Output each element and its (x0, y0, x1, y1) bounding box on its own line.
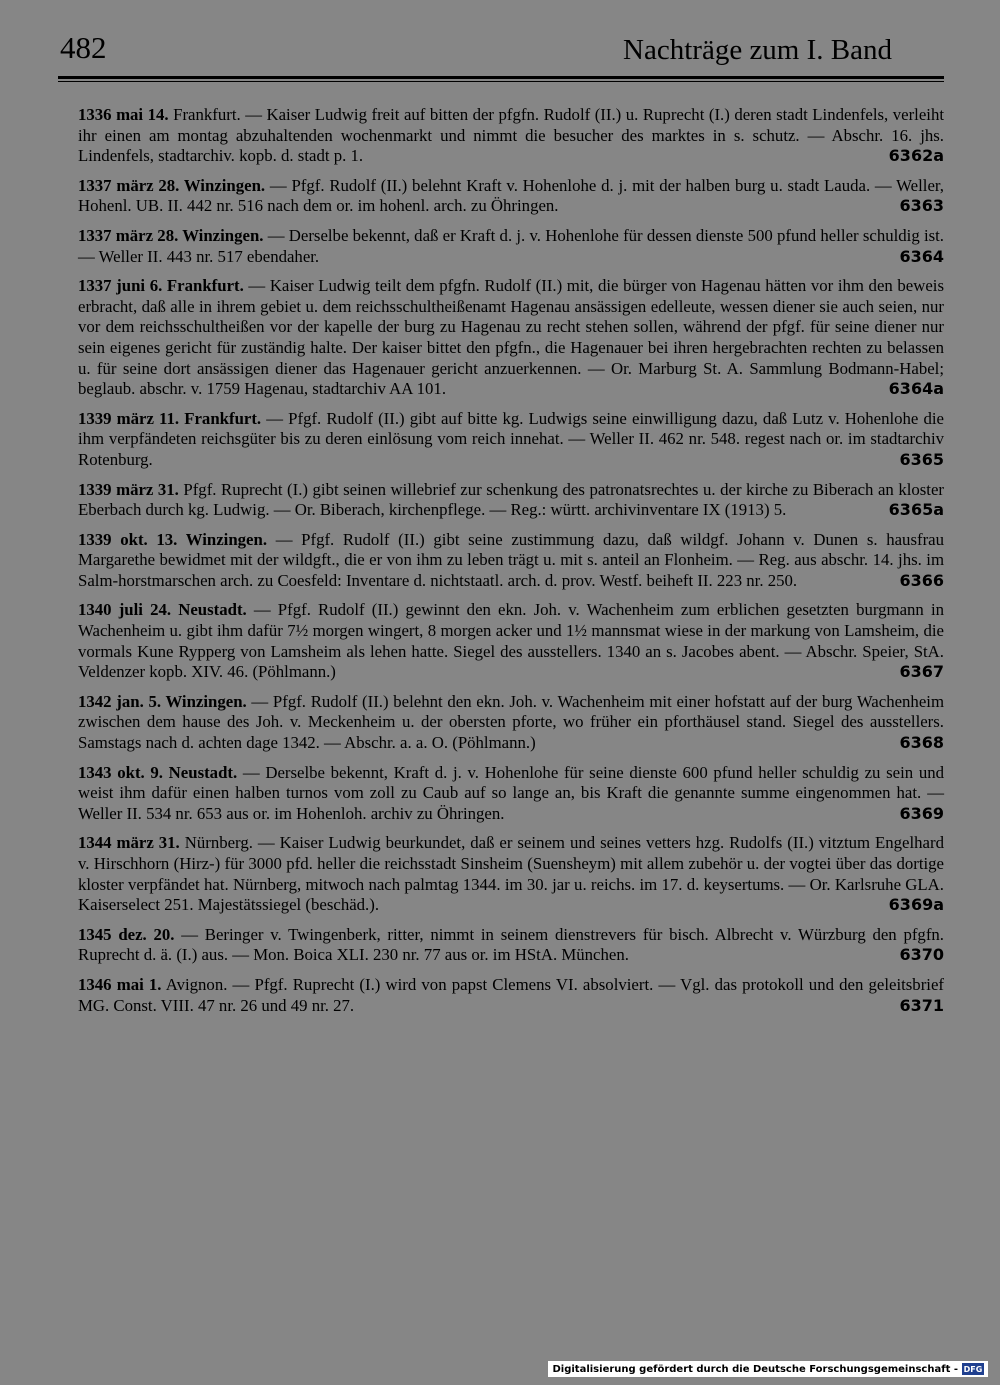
regest-entry (78, 276, 944, 400)
footer-text: Digitalisierung gefördert durch die Deutsche Forschungsgemeinschaft - (552, 1363, 958, 1375)
regest-number: 6369 (899, 803, 944, 823)
regest-text: — Derselbe bekennt, Kraft d. j. v. Hohenlohe für seine dienste 600 pfund heller schuldig zu sein und weist ihm dafür einen halben turnos vom zoll zu Caub auf so lange an, bis Kraft die genannte summe eingenommen hat. — Weller II. 534 nr. 653 aus or. im Hohenloh. archiv zu Öhringen. (78, 762, 944, 823)
regest-text: — Beringer v. Twingenberk, ritter, nimmt in seinem dienstrevers für bisch. Albrecht v. Würzburg den pfgfn. Ruprecht d. ä. (I.) aus. — Mon. Boica XLI. 230 nr. 77 aus or. im HStA. München. (78, 924, 944, 965)
regest-number: 6368 (899, 733, 944, 753)
regest-entry (78, 409, 944, 471)
regest-date: 1344 märz 31. (78, 833, 180, 853)
regest-date: 1339 märz 11. Frankfurt. (78, 408, 262, 428)
regest-date: 1343 okt. 9. Neustadt. (78, 762, 238, 782)
regest-entry (78, 925, 944, 966)
regest-number: 6367 (899, 662, 944, 682)
regest-text: — Kaiser Ludwig teilt dem pfgfn. Rudolf (II.) mit, die bürger von Hagenau hätten vor ihm den beweis erbracht, daß alle in ihrem gebiet u. dem reichsschultheißenamt Hagenau ansässigen edelleute, wessen diener sie auch seien, nur vor dem reichsschultheißen vor der kapelle der burg zu Hagenau zu recht stehen sollen, während der pfgf. für seine diener nur sein eigenes gericht für zuständig halte. Der kaiser bittet den pfgfn., die Hagenauer bei ihren hergebrachten rechten zu belassen u. für seine dort ansässigen diener das Hagenauer gericht anzuerkennen. — Or. Marburg St. A. Sammlung Bodmann-Habel; beglaub. abschr. v. 1759 Hagenau, stadtarchiv AA 101. (78, 276, 944, 399)
page-number: 482 (60, 30, 107, 65)
regest-number: 6362a (888, 146, 944, 166)
page-title: Nachträge zum I. Band (623, 34, 892, 66)
page-header (58, 22, 944, 80)
regest-text: — Pfgf. Rudolf (II.) gewinnt den ekn. Joh. v. Wachenheim zum erblichen gesetzten burgmann in Wachenheim u. gibt ihm dafür 7½ morgen wingert, 8 morgen acker und 1½ mannsmat wiese in der markung von Lamsheim, die vormals Kune Rypperg von Lamsheim als lehen hatte. Siegel des ausstellers. 1340 an s. Jacobes abent. — Abschr. Speier, StA. Veldenzer kopb. XIV. 46. (Pöhlmann.) (78, 600, 944, 682)
regest-text: — Derselbe bekennt, daß er Kraft d. j. v. Hohenlohe für dessen dienste 500 pfund heller schuldig ist. — Weller II. 443 nr. 517 ebendaher. (78, 225, 944, 266)
regest-date: 1339 märz 31. (78, 479, 179, 499)
regest-number: 6363 (899, 196, 944, 216)
regest-date: 1337 juni 6. Frankfurt. (78, 276, 244, 296)
dfg-logo-icon: DFG (963, 1364, 983, 1374)
regest-entry (78, 176, 944, 217)
regest-date: 1345 dez. 20. (78, 924, 175, 944)
regest-entry (78, 226, 944, 267)
regest-number: 6366 (899, 570, 944, 590)
header-rule-thick (58, 76, 944, 79)
regest-text: Pfgf. Ruprecht (I.) gibt seinen willebrief zur schenkung des patronatsrechtes u. der kirche zu Biberach an kloster Eberbach durch kg. Ludwig. — Or. Biberach, kirchenpflege. — Reg.: württ. archivinventare IX (1913) 5. (78, 479, 944, 520)
regest-number: 6364a (888, 379, 944, 399)
regest-text: — Pfgf. Rudolf (II.) gibt auf bitte kg. Ludwigs seine einwilligung dazu, daß Lutz v. Hohenlohe die ihm verpfändeten reichsgüter bis zu deren einlösung vom reich innehat. — Weller II. 462 nr. 548. regest nach or. im stadtarchiv Rotenburg. (78, 408, 944, 469)
regest-entry (78, 530, 944, 592)
regest-place: Frankfurt. (173, 105, 241, 124)
regest-date: 1346 mai 1. (78, 974, 162, 994)
regest-text: — Pfgf. Rudolf (II.) gibt seine zustimmung dazu, daß wildgf. Johann v. Dunen s. hausfrau Margarethe bewidmet mit der wildgft., die er von ihm zu leben trägt u. mit s. anteil an Flonheim. — Reg. aus abschr. 14. jhs. im Salm-horstmarschen arch. zu Coesfeld: Inventare d. nichtstaatl. arch. d. prov. Westf. beiheft II. 223 nr. 250. (78, 529, 944, 590)
regest-text: — Pfgf. Rudolf (II.) belehnt Kraft v. Hohenlohe d. j. mit der halben burg u. stadt Lauda. — Weller, Hohenl. UB. II. 442 nr. 516 nach dem or. im hohenl. arch. zu Öhringen. (78, 175, 944, 216)
regest-number: 6365 (899, 449, 944, 469)
regest-text: — Pfgf. Rudolf (II.) belehnt den ekn. Joh. v. Wachenheim mit einer hofstatt auf der burg Wachenheim zwischen dem hause des Joh. v. Meckenheim u. der obersten pforte, wo früher ein pforthäusel stand. Siegel des ausstellers. Samstags nach d. achten dage 1342. — Abschr. a. a. O. (Pöhlmann.) (78, 691, 944, 753)
regest-number: 6371 (899, 995, 944, 1015)
regest-place: Avignon. (165, 974, 228, 994)
regest-entry (78, 975, 944, 1016)
regesta-list (78, 105, 944, 1025)
regest-entry (78, 763, 944, 825)
regest-date: 1336 mai 14. (78, 105, 169, 124)
regest-entry (78, 833, 944, 915)
regest-date: 1337 märz 28. Winzingen. (78, 175, 266, 195)
regest-date: 1337 märz 28. Winzingen. (78, 225, 264, 245)
regest-text: — Kaiser Ludwig freit auf bitten der pfgfn. Rudolf (II.) u. Ruprecht (I.) deren stadt Lindenfels, verleiht ihr einen am montag abzuhaltenden wochenmarkt und nimmt die besucher des marktes in s. schutz. — Abschr. 16. jhs. Lindenfels, stadtarchiv. kopb. d. stadt p. 1. (78, 105, 945, 166)
header-rule-thin (58, 81, 944, 82)
regest-text: — Pfgf. Ruprecht (I.) wird von papst Clemens VI. absolviert. — Vgl. das protokoll und den geleitsbrief MG. Const. VIII. 47 nr. 26 und 49 nr. 27. (78, 974, 944, 1015)
regest-number: 6365a (888, 500, 944, 520)
regest-date: 1339 okt. 13. Winzingen. (78, 529, 268, 549)
regest-entry (78, 480, 944, 521)
regest-number: 6364 (899, 246, 944, 266)
regest-text: — Kaiser Ludwig beurkundet, daß er seinem und seines vetters hzg. Rudolfs (II.) vitztum Engelhard v. Hirschhorn (Hirz-) für 3000 pfd. heller die reichsstadt Sinsheim (Suensheym) mit allem zubehör u. der vogtei über das dortige kloster verpfändet hat. Nürnberg, mitwoch nach palmtag 1344. im 30. jar u. reichs. im 17. d. keysertums. — Or. Karlsruhe GLA. Kaiserselect 251. Majestätssiegel (beschäd.). (78, 833, 944, 915)
regest-date: 1340 juli 24. Neustadt. (78, 600, 247, 620)
regest-entry (78, 692, 944, 754)
footer-credit (548, 1361, 988, 1377)
regest-number: 6369a (888, 895, 944, 915)
regest-entry (78, 600, 944, 682)
regest-place: Nürnberg. (184, 833, 253, 853)
regest-entry (78, 105, 944, 167)
regest-number: 6370 (899, 945, 944, 965)
regest-date: 1342 jan. 5. Winzingen. (78, 691, 247, 711)
